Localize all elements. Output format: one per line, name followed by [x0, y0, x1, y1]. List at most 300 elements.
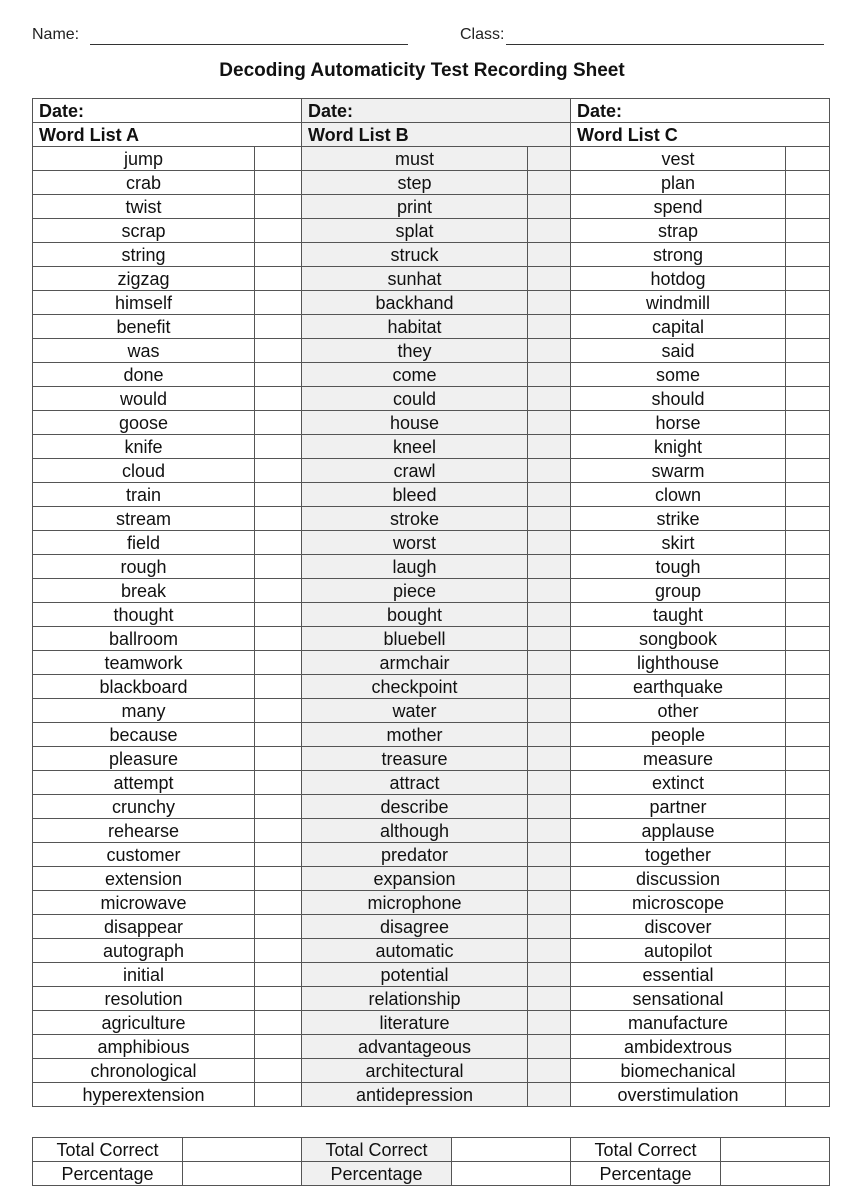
- word-cell-b: advantageous: [302, 1035, 528, 1059]
- word-cell-b: kneel: [302, 435, 528, 459]
- score-cell-b[interactable]: [528, 435, 571, 459]
- word-cell-c: songbook: [571, 627, 786, 651]
- word-cell-c: manufacture: [571, 1011, 786, 1035]
- score-cell-b[interactable]: [528, 1035, 571, 1059]
- word-row: [33, 315, 830, 339]
- score-cell-a[interactable]: [255, 411, 302, 435]
- word-cell-a: twist: [33, 195, 255, 219]
- score-cell-c[interactable]: [786, 507, 830, 531]
- score-cell-b[interactable]: [528, 387, 571, 411]
- word-cell-a: goose: [33, 411, 255, 435]
- score-cell-b[interactable]: [528, 963, 571, 987]
- score-cell-b[interactable]: [528, 987, 571, 1011]
- score-cell-a[interactable]: [255, 915, 302, 939]
- word-row: [33, 363, 830, 387]
- word-row: [33, 147, 830, 171]
- word-cell-c: autopilot: [571, 939, 786, 963]
- word-cell-a: autograph: [33, 939, 255, 963]
- word-cell-b: automatic: [302, 939, 528, 963]
- score-cell-a[interactable]: [255, 267, 302, 291]
- word-row: [33, 819, 830, 843]
- word-cell-c: strike: [571, 507, 786, 531]
- score-cell-c[interactable]: [786, 459, 830, 483]
- score-cell-b[interactable]: [528, 699, 571, 723]
- score-cell-a[interactable]: [255, 987, 302, 1011]
- score-cell-b[interactable]: [528, 507, 571, 531]
- word-cell-b: bleed: [302, 483, 528, 507]
- percentage-label-c: Percentage: [571, 1162, 721, 1186]
- word-cell-a: would: [33, 387, 255, 411]
- score-cell-a[interactable]: [255, 171, 302, 195]
- word-cell-a: benefit: [33, 315, 255, 339]
- word-cell-b: potential: [302, 963, 528, 987]
- score-cell-b[interactable]: [528, 315, 571, 339]
- word-row: [33, 867, 830, 891]
- word-row: [33, 291, 830, 315]
- word-cell-a: was: [33, 339, 255, 363]
- word-row: [33, 555, 830, 579]
- class-field[interactable]: [506, 44, 824, 45]
- word-cell-b: architectural: [302, 1059, 528, 1083]
- score-cell-b[interactable]: [528, 651, 571, 675]
- score-cell-a[interactable]: [255, 579, 302, 603]
- word-cell-c: horse: [571, 411, 786, 435]
- name-label: Name:: [32, 26, 80, 43]
- list-header-c: Word List C: [571, 123, 830, 147]
- word-cell-b: piece: [302, 579, 528, 603]
- total-correct-label-a: Total Correct: [33, 1138, 183, 1162]
- score-cell-c[interactable]: [786, 795, 830, 819]
- percentage-label-b: Percentage: [302, 1162, 452, 1186]
- word-cell-c: applause: [571, 819, 786, 843]
- score-cell-c[interactable]: [786, 147, 830, 171]
- word-cell-b: step: [302, 171, 528, 195]
- word-row: [33, 771, 830, 795]
- word-cell-a: attempt: [33, 771, 255, 795]
- word-cell-b: bought: [302, 603, 528, 627]
- score-cell-a[interactable]: [255, 723, 302, 747]
- score-cell-b[interactable]: [528, 411, 571, 435]
- score-cell-a[interactable]: [255, 291, 302, 315]
- score-cell-c[interactable]: [786, 891, 830, 915]
- word-cell-c: sensational: [571, 987, 786, 1011]
- word-cell-a: crab: [33, 171, 255, 195]
- word-cell-c: some: [571, 363, 786, 387]
- word-cell-b: literature: [302, 1011, 528, 1035]
- word-cell-b: microphone: [302, 891, 528, 915]
- score-cell-b[interactable]: [528, 795, 571, 819]
- score-cell-b[interactable]: [528, 171, 571, 195]
- word-cell-b: attract: [302, 771, 528, 795]
- word-cell-b: water: [302, 699, 528, 723]
- word-row: [33, 963, 830, 987]
- word-cell-c: plan: [571, 171, 786, 195]
- word-cell-c: essential: [571, 963, 786, 987]
- word-cell-b: predator: [302, 843, 528, 867]
- word-cell-b: they: [302, 339, 528, 363]
- word-cell-b: relationship: [302, 987, 528, 1011]
- score-cell-a[interactable]: [255, 939, 302, 963]
- word-cell-c: group: [571, 579, 786, 603]
- word-cell-a: resolution: [33, 987, 255, 1011]
- score-cell-c[interactable]: [786, 699, 830, 723]
- date-label-b: Date:: [302, 99, 571, 123]
- score-cell-a[interactable]: [255, 699, 302, 723]
- total-correct-row: [33, 1138, 830, 1162]
- page-title: Decoding Automaticity Test Recording Sheet: [219, 60, 625, 81]
- word-cell-a: crunchy: [33, 795, 255, 819]
- score-cell-b[interactable]: [528, 1011, 571, 1035]
- word-cell-a: initial: [33, 963, 255, 987]
- score-cell-a[interactable]: [255, 1083, 302, 1107]
- word-cell-b: struck: [302, 243, 528, 267]
- score-cell-b[interactable]: [528, 195, 571, 219]
- percentage-label-a: Percentage: [33, 1162, 183, 1186]
- word-cell-a: chronological: [33, 1059, 255, 1083]
- word-cell-a: jump: [33, 147, 255, 171]
- score-cell-c[interactable]: [786, 1083, 830, 1107]
- score-cell-b[interactable]: [528, 675, 571, 699]
- word-cell-b: checkpoint: [302, 675, 528, 699]
- word-cell-a: pleasure: [33, 747, 255, 771]
- word-cell-b: crawl: [302, 459, 528, 483]
- word-row: [33, 267, 830, 291]
- score-cell-b[interactable]: [528, 147, 571, 171]
- word-row: [33, 387, 830, 411]
- word-cell-a: customer: [33, 843, 255, 867]
- word-cell-a: blackboard: [33, 675, 255, 699]
- word-row: [33, 939, 830, 963]
- word-cell-b: mother: [302, 723, 528, 747]
- score-cell-c[interactable]: [786, 555, 830, 579]
- score-cell-c[interactable]: [786, 987, 830, 1011]
- list-header-row: [33, 123, 830, 147]
- word-row: [33, 171, 830, 195]
- score-cell-b[interactable]: [528, 915, 571, 939]
- score-cell-a[interactable]: [255, 747, 302, 771]
- score-cell-c[interactable]: [786, 387, 830, 411]
- score-cell-a[interactable]: [255, 1035, 302, 1059]
- date-label-c: Date:: [571, 99, 830, 123]
- word-cell-a: break: [33, 579, 255, 603]
- word-row: [33, 507, 830, 531]
- word-row: [33, 435, 830, 459]
- word-row: [33, 915, 830, 939]
- score-cell-c[interactable]: [786, 1059, 830, 1083]
- word-cell-a: stream: [33, 507, 255, 531]
- score-cell-a[interactable]: [255, 459, 302, 483]
- score-cell-a[interactable]: [255, 1011, 302, 1035]
- score-cell-a[interactable]: [255, 147, 302, 171]
- score-cell-a[interactable]: [255, 603, 302, 627]
- word-cell-c: lighthouse: [571, 651, 786, 675]
- word-row: [33, 627, 830, 651]
- score-cell-c[interactable]: [786, 915, 830, 939]
- score-cell-c[interactable]: [786, 1011, 830, 1035]
- score-cell-a[interactable]: [255, 891, 302, 915]
- score-cell-a[interactable]: [255, 507, 302, 531]
- total-correct-cell-c[interactable]: [721, 1138, 830, 1162]
- score-cell-b[interactable]: [528, 243, 571, 267]
- score-cell-a[interactable]: [255, 315, 302, 339]
- total-correct-label-b: Total Correct: [302, 1138, 452, 1162]
- score-cell-a[interactable]: [255, 795, 302, 819]
- word-row: [33, 603, 830, 627]
- score-cell-b[interactable]: [528, 1083, 571, 1107]
- score-cell-b[interactable]: [528, 939, 571, 963]
- word-row: [33, 459, 830, 483]
- score-cell-c[interactable]: [786, 867, 830, 891]
- score-cell-c[interactable]: [786, 315, 830, 339]
- word-cell-c: overstimulation: [571, 1083, 786, 1107]
- word-cell-b: could: [302, 387, 528, 411]
- word-cell-c: capital: [571, 315, 786, 339]
- word-row: [33, 987, 830, 1011]
- score-cell-c[interactable]: [786, 1035, 830, 1059]
- word-cell-a: scrap: [33, 219, 255, 243]
- score-cell-b[interactable]: [528, 603, 571, 627]
- score-cell-c[interactable]: [786, 243, 830, 267]
- score-cell-c[interactable]: [786, 771, 830, 795]
- word-cell-c: swarm: [571, 459, 786, 483]
- word-cell-b: antidepression: [302, 1083, 528, 1107]
- word-row: [33, 219, 830, 243]
- score-cell-a[interactable]: [255, 531, 302, 555]
- word-cell-b: print: [302, 195, 528, 219]
- word-cell-b: come: [302, 363, 528, 387]
- totals-table: [32, 1137, 830, 1186]
- score-cell-a[interactable]: [255, 675, 302, 699]
- list-header-a: Word List A: [33, 123, 302, 147]
- score-cell-a[interactable]: [255, 387, 302, 411]
- word-cell-a: hyperextension: [33, 1083, 255, 1107]
- score-cell-b[interactable]: [528, 339, 571, 363]
- word-cell-c: vest: [571, 147, 786, 171]
- score-cell-c[interactable]: [786, 963, 830, 987]
- word-cell-a: because: [33, 723, 255, 747]
- score-cell-b[interactable]: [528, 747, 571, 771]
- word-cell-c: discover: [571, 915, 786, 939]
- date-label-a: Date:: [33, 99, 302, 123]
- score-cell-b[interactable]: [528, 723, 571, 747]
- score-cell-b[interactable]: [528, 363, 571, 387]
- word-cell-b: describe: [302, 795, 528, 819]
- percentage-cell-c[interactable]: [721, 1162, 830, 1186]
- word-row: [33, 1059, 830, 1083]
- score-cell-a[interactable]: [255, 1059, 302, 1083]
- percentage-cell-b[interactable]: [452, 1162, 571, 1186]
- score-cell-c[interactable]: [786, 195, 830, 219]
- date-row: [33, 99, 830, 123]
- score-cell-c[interactable]: [786, 171, 830, 195]
- word-cell-a: done: [33, 363, 255, 387]
- word-cell-c: knight: [571, 435, 786, 459]
- score-cell-c[interactable]: [786, 219, 830, 243]
- score-cell-c[interactable]: [786, 483, 830, 507]
- word-list-table: [32, 98, 830, 1107]
- score-cell-c[interactable]: [786, 339, 830, 363]
- score-cell-b[interactable]: [528, 219, 571, 243]
- class-label: Class:: [460, 26, 505, 43]
- word-cell-a: train: [33, 483, 255, 507]
- word-cell-c: windmill: [571, 291, 786, 315]
- score-cell-a[interactable]: [255, 627, 302, 651]
- score-cell-c[interactable]: [786, 435, 830, 459]
- word-cell-c: microscope: [571, 891, 786, 915]
- score-cell-a[interactable]: [255, 483, 302, 507]
- word-cell-a: extension: [33, 867, 255, 891]
- score-cell-a[interactable]: [255, 195, 302, 219]
- score-cell-c[interactable]: [786, 843, 830, 867]
- word-cell-a: cloud: [33, 459, 255, 483]
- total-correct-cell-b[interactable]: [452, 1138, 571, 1162]
- score-cell-a[interactable]: [255, 363, 302, 387]
- score-cell-a[interactable]: [255, 843, 302, 867]
- word-row: [33, 1011, 830, 1035]
- list-header-b: Word List B: [302, 123, 571, 147]
- score-cell-b[interactable]: [528, 531, 571, 555]
- score-cell-c[interactable]: [786, 291, 830, 315]
- score-cell-a[interactable]: [255, 339, 302, 363]
- word-row: [33, 723, 830, 747]
- score-cell-c[interactable]: [786, 627, 830, 651]
- word-row: [33, 891, 830, 915]
- word-cell-c: earthquake: [571, 675, 786, 699]
- word-cell-a: teamwork: [33, 651, 255, 675]
- score-cell-c[interactable]: [786, 579, 830, 603]
- word-row: [33, 195, 830, 219]
- score-cell-a[interactable]: [255, 219, 302, 243]
- word-cell-b: habitat: [302, 315, 528, 339]
- word-cell-c: taught: [571, 603, 786, 627]
- score-cell-c[interactable]: [786, 531, 830, 555]
- score-cell-c[interactable]: [786, 651, 830, 675]
- word-cell-b: worst: [302, 531, 528, 555]
- score-cell-a[interactable]: [255, 435, 302, 459]
- word-row: [33, 483, 830, 507]
- word-cell-b: must: [302, 147, 528, 171]
- word-cell-c: ambidextrous: [571, 1035, 786, 1059]
- word-cell-b: splat: [302, 219, 528, 243]
- word-row: [33, 243, 830, 267]
- word-cell-a: agriculture: [33, 1011, 255, 1035]
- word-cell-a: rehearse: [33, 819, 255, 843]
- word-cell-b: backhand: [302, 291, 528, 315]
- word-cell-c: people: [571, 723, 786, 747]
- word-cell-c: hotdog: [571, 267, 786, 291]
- word-cell-a: microwave: [33, 891, 255, 915]
- word-cell-b: expansion: [302, 867, 528, 891]
- score-cell-c[interactable]: [786, 747, 830, 771]
- percentage-cell-a[interactable]: [183, 1162, 302, 1186]
- total-correct-cell-a[interactable]: [183, 1138, 302, 1162]
- score-cell-c[interactable]: [786, 603, 830, 627]
- word-cell-c: partner: [571, 795, 786, 819]
- word-row: [33, 411, 830, 435]
- score-cell-b[interactable]: [528, 627, 571, 651]
- word-cell-c: strap: [571, 219, 786, 243]
- word-cell-a: thought: [33, 603, 255, 627]
- score-cell-b[interactable]: [528, 819, 571, 843]
- word-row: [33, 531, 830, 555]
- word-cell-a: field: [33, 531, 255, 555]
- score-cell-c[interactable]: [786, 363, 830, 387]
- word-cell-c: spend: [571, 195, 786, 219]
- score-cell-a[interactable]: [255, 963, 302, 987]
- word-cell-a: disappear: [33, 915, 255, 939]
- word-row: [33, 795, 830, 819]
- score-cell-b[interactable]: [528, 891, 571, 915]
- word-cell-a: zigzag: [33, 267, 255, 291]
- word-row: [33, 699, 830, 723]
- score-cell-b[interactable]: [528, 843, 571, 867]
- score-cell-a[interactable]: [255, 819, 302, 843]
- score-cell-a[interactable]: [255, 243, 302, 267]
- score-cell-b[interactable]: [528, 291, 571, 315]
- word-cell-a: himself: [33, 291, 255, 315]
- name-field[interactable]: [90, 44, 408, 45]
- score-cell-c[interactable]: [786, 267, 830, 291]
- word-cell-a: ballroom: [33, 627, 255, 651]
- score-cell-b[interactable]: [528, 867, 571, 891]
- word-cell-c: biomechanical: [571, 1059, 786, 1083]
- word-cell-a: string: [33, 243, 255, 267]
- score-cell-c[interactable]: [786, 819, 830, 843]
- score-cell-c[interactable]: [786, 723, 830, 747]
- word-cell-c: together: [571, 843, 786, 867]
- word-row: [33, 675, 830, 699]
- word-cell-c: skirt: [571, 531, 786, 555]
- score-cell-c[interactable]: [786, 939, 830, 963]
- score-cell-a[interactable]: [255, 555, 302, 579]
- score-cell-b[interactable]: [528, 459, 571, 483]
- word-cell-c: clown: [571, 483, 786, 507]
- word-cell-c: measure: [571, 747, 786, 771]
- word-cell-b: laugh: [302, 555, 528, 579]
- score-cell-a[interactable]: [255, 867, 302, 891]
- score-cell-b[interactable]: [528, 579, 571, 603]
- word-cell-b: disagree: [302, 915, 528, 939]
- word-row: [33, 651, 830, 675]
- word-cell-c: tough: [571, 555, 786, 579]
- score-cell-b[interactable]: [528, 771, 571, 795]
- word-cell-a: many: [33, 699, 255, 723]
- word-row: [33, 843, 830, 867]
- word-cell-a: amphibious: [33, 1035, 255, 1059]
- word-cell-c: should: [571, 387, 786, 411]
- word-row: [33, 339, 830, 363]
- word-cell-b: sunhat: [302, 267, 528, 291]
- word-row: [33, 579, 830, 603]
- score-cell-b[interactable]: [528, 267, 571, 291]
- word-cell-b: armchair: [302, 651, 528, 675]
- word-cell-b: treasure: [302, 747, 528, 771]
- word-cell-c: strong: [571, 243, 786, 267]
- score-cell-b[interactable]: [528, 483, 571, 507]
- score-cell-c[interactable]: [786, 411, 830, 435]
- word-cell-a: rough: [33, 555, 255, 579]
- score-cell-b[interactable]: [528, 1059, 571, 1083]
- word-cell-b: stroke: [302, 507, 528, 531]
- total-correct-label-c: Total Correct: [571, 1138, 721, 1162]
- score-cell-a[interactable]: [255, 771, 302, 795]
- score-cell-a[interactable]: [255, 651, 302, 675]
- score-cell-b[interactable]: [528, 555, 571, 579]
- score-cell-c[interactable]: [786, 675, 830, 699]
- percentage-row: [33, 1162, 830, 1186]
- word-row: [33, 1083, 830, 1107]
- word-cell-b: although: [302, 819, 528, 843]
